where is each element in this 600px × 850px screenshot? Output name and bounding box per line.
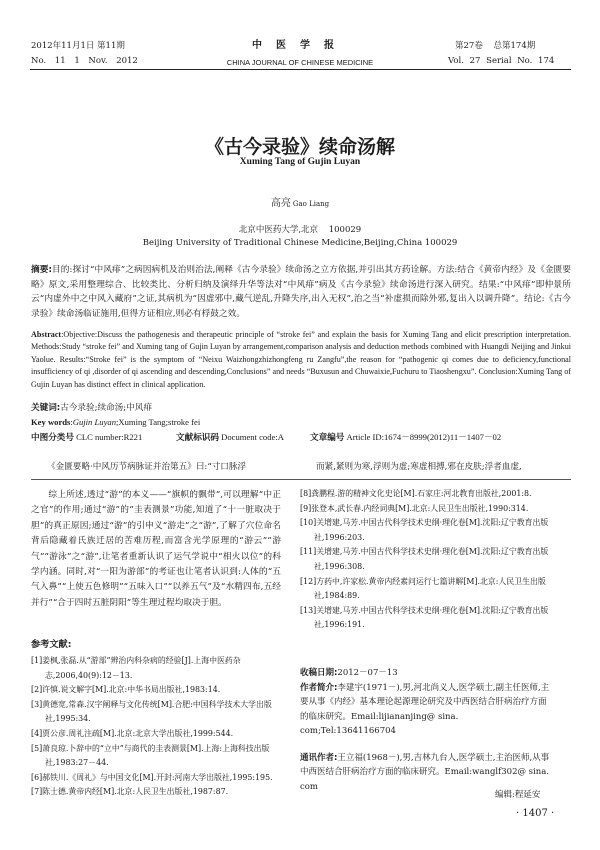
volume-cn: 第27卷 总第174期 xyxy=(455,41,536,51)
keywords-en: Key words:Gujin Luyan;Xuming Tang;stroke fei xyxy=(31,417,201,427)
reference-item: [4]贾公彦.周礼注疏[M].北京:北京大学出版社,1999:544. xyxy=(31,728,234,738)
reference-item: [11]关增建,马芳.中国古代科学技术史纲·理化卷[M].沈阳:辽宁教育出版社,1996:308. xyxy=(300,547,549,571)
keywords-cn-text: 古今录验;续命汤;中风痱 xyxy=(60,403,152,413)
reference-item: [8]龚鹏程.游的精神文化史论[M].石家庄:河北教育出版社,2001:8. xyxy=(300,489,532,498)
conclusion-paragraph: 综上所述,透过“游”的本义——“旗帜的飘带”,可以理解“中正之官”的作用;通过“游”的“圭表测景”功能,知道了“十一脏取决于胆”的真正原因;通过“游”的引申义“游走”之“游”,了解了穴位命名背后隐藏着氏族迁居的苦难历程,而富含光学原理的“游云”“游气”“游泳”之“游”,让笔者重新认识了运气学说中“相火以位”的科学内涵。同时,对“一阳为游部”的考证也让笔者认识到:人体的“五气入鼻”“上使五色修明”“五味入口”“以养五气”及“水精四布,五经并行”“合于四时五脏阴阳”等生理过程均取决于胆。 xyxy=(31,490,281,608)
abstract-cn-text: 目的:探讨“中风痱”之病因病机及治则治法,阐释《古今录验》续命汤之立方依据,并引出其方药诠解。方法:结合《黄帝内经》及《金匮要略》原文,采用整理综合、比较类比、分析归纳及演绎升华等法对“中风痱”病及《古今录验》续命汤进行深入研究。结果:“中风痱”即仲景所云“内虚外中之中风入藏府”之证,其病机为“因虚邪中,藏气逆乱,升降失序,出入无权”,治之当“补虚损而除外邪,复出入以调升降”。结论:《古今录验》续命汤临证施用,但得方证相应,则必有桴鼓之效。 xyxy=(31,265,571,319)
article-id: 文章编号 Article ID:1674－8999(2012)11－1407－02 xyxy=(310,432,502,443)
reference-item: [6]郝铁川.《周礼》与中国文化[M].开封:河南大学出版社,1995:195. xyxy=(31,772,273,782)
reference-item: [2]许慎.说文解字[M].北京:中华书局出版社,1983:14. xyxy=(31,685,221,695)
continuation-left: 《金匮要略·中风历节病脉证并治第五》曰:“寸口脉浮 xyxy=(47,462,247,472)
keywords-en-label: Key words xyxy=(31,417,71,427)
header-rule xyxy=(30,69,571,70)
keywords-en-italic: Gujin Luyan xyxy=(72,417,116,427)
continuation-right: 而紧,紧则为寒,浮则为虚;寒虚相搏,邪在皮肤;浮者血虚, xyxy=(316,462,522,472)
affiliation-en: Beijing University of Traditional Chinese Medicine,Beijing,China 100029 xyxy=(142,238,458,248)
abstract-en-text: :Objective:Discuss the pathogenesis and therapeutic principle of “stroke fei” and explain the basis for Xuming Tang and elicit prescription interpretation. Methods:Study “stroke fei” and Xuming tang of Gujin Luyan by arrangement,comparison analysis and deduction methods combined with Huangdi Neijing and Jinkui Yaolue. Results:“Stroke fei” is the symptom of “Neixu Waizhongzhizhongfeng ru Zangfu”,the reason for “pathogenic qi comes due to deficiency,functional insufficiency of qi ,disorder of qi ascending and descending,Conclusions” and needs “Buxusun and Chuwaixie,Fuchuru to Tiaoshengxu”. Conclusion:Xuming Tang of Gujin Luyan has distinct effect in clinical application. xyxy=(31,330,571,389)
abstract-en-label: Abstract xyxy=(31,330,62,339)
abstract-en xyxy=(31,329,571,391)
author-name-en: Gao Liang xyxy=(292,200,330,208)
volume-en: Vol. 27 Serial No. 174 xyxy=(448,56,555,66)
abstract-cn xyxy=(31,263,571,321)
keywords-en-text: ;Xuming Tang;stroke fei xyxy=(116,417,201,427)
issue-date-en: No. 11 1 Nov. 2012 xyxy=(31,56,138,66)
reference-item: [5]萧良琼.卜辞中的“立中”与商代的圭表测景[M].上海:上海科技出版社,1983:27－44. xyxy=(31,743,270,768)
keywords-cn xyxy=(31,401,571,415)
journal-title-en: CHINA JOURNAL OF CHINESE MEDICINE xyxy=(226,58,374,67)
reference-item: [7]陈士德.黄帝内经[M].北京:人民卫生出版社,1987:87. xyxy=(31,787,229,797)
reference-item: [9]张登本,武长春.内经词典[M].北京:人民卫生出版社,1990:314. xyxy=(300,503,529,513)
document-code: 文献标识码 Document code:A xyxy=(176,432,284,443)
journal-title-cn: 中医学报 xyxy=(252,40,348,51)
received-date: 收稿日期:2012－07－13 xyxy=(300,668,398,678)
reference-item: [1]姜枫,张磊.从“游部”辨治内科杂病的经验[J].上海中医药杂志,2006,40(9):12－13. xyxy=(31,656,241,680)
issue-date-cn: 2012年11月1日 第11期 xyxy=(31,41,125,51)
reference-item: [13]关增建,马芳.中国古代科学技术史纲·理化卷[M].沈阳:辽宁教育出版社,1996:191. xyxy=(300,605,549,630)
section-rule xyxy=(31,479,571,480)
corresponding-author: 通讯作者:王立福(1968－),男,吉林九台人,医学硕士,主治医师,从事中西医结合肝病治疗方面的临床研究。Email:wanglf302@ sina. com xyxy=(300,753,550,792)
author-line xyxy=(0,194,600,209)
affiliation-cn: 北京中医药大学,北京 100029 xyxy=(238,225,362,235)
references-right xyxy=(300,487,550,633)
reference-item: [3]黄德宽,常森.汉字阐释与文化传统[M].合肥:中国科学技术大学出版社,1995:34. xyxy=(31,699,272,724)
author-name-cn: 高亮 xyxy=(270,198,291,209)
author-bio: 作者简介:李建宇(1971－),男,河北尚义人,医学硕士,副主任医师,主要从事《内经》基本理论起源理论研究及中西医结合肝病治疗方面的临床研究。Email:lijiananjing@ sina. com;Tel:13641166704 xyxy=(300,683,550,736)
clc-number: 中图分类号 CLC number:R221 xyxy=(31,432,143,443)
references-heading: 参考文献: xyxy=(31,639,72,650)
reference-item: [12]方药中,许家松.黄帝内经素问运行七篇讲解[M].北京:人民卫生出版社,1984:89. xyxy=(300,576,546,601)
article-title-cn: 《古今录验》续命汤解 xyxy=(204,136,395,158)
editor: 编辑:程延安 xyxy=(495,790,541,800)
page-number: · 1407 · xyxy=(516,808,555,819)
article-title-en: Xuming Tang of Gujin Luyan xyxy=(239,157,361,167)
abstract-cn-label: 摘要: xyxy=(31,265,52,275)
keywords-cn-label: 关键词: xyxy=(31,403,61,413)
reference-item: [10]关增建,马芳.中国古代科学技术史纲·理化卷[M].沈阳:辽宁教育出版社,1996:203. xyxy=(300,518,549,542)
references-left xyxy=(31,654,283,800)
